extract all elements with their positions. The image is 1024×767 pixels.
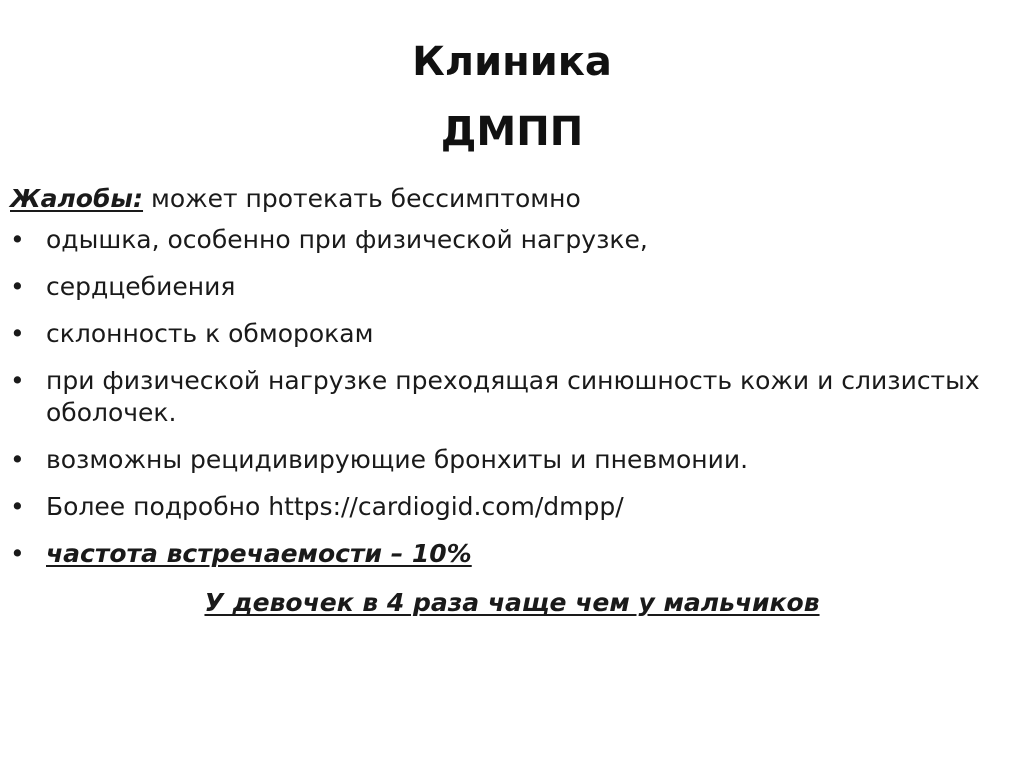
bullet-icon: • xyxy=(10,272,25,301)
list-item-text: при физической нагрузке преходящая синюшность кожи и слизистых оболочек. xyxy=(46,366,980,427)
symptom-list xyxy=(10,224,1010,570)
list-item xyxy=(10,365,1010,429)
bullet-icon: • xyxy=(10,319,25,348)
list-item xyxy=(10,318,1010,350)
list-item-text: возможны рецидивирующие бронхиты и пневмонии. xyxy=(46,445,749,474)
list-item-text: склонность к обморокам xyxy=(46,319,374,348)
list-item-text: сердцебиения xyxy=(46,272,236,301)
slide-body xyxy=(10,186,1010,585)
bullet-icon: • xyxy=(10,539,25,568)
gender-ratio-note: У девочек в 4 раза чаще чем у мальчиков xyxy=(204,588,820,617)
list-item xyxy=(10,224,1010,256)
list-item xyxy=(10,444,1010,476)
bullet-icon: • xyxy=(10,445,25,474)
list-item[interactable] xyxy=(10,491,1010,523)
slide-title-line-2: ДМПП xyxy=(440,109,584,155)
bullet-icon: • xyxy=(10,492,25,521)
complaints-intro xyxy=(10,186,1010,224)
list-item-frequency xyxy=(10,538,1010,570)
more-info-link-text[interactable]: Более подробно https://cardiogid.com/dmpp/ xyxy=(46,492,624,521)
frequency-text: частота встречаемости – 10% xyxy=(46,539,472,568)
bullet-icon: • xyxy=(10,366,25,395)
list-item xyxy=(10,271,1010,303)
list-item-text: одышка, особенно при физической нагрузке, xyxy=(46,225,648,254)
complaints-text: может протекать бессимптомно xyxy=(143,184,581,213)
complaints-label: Жалобы: xyxy=(10,184,144,213)
slide-title-line-1: Клиника xyxy=(412,39,612,85)
bullet-icon: • xyxy=(10,225,25,254)
